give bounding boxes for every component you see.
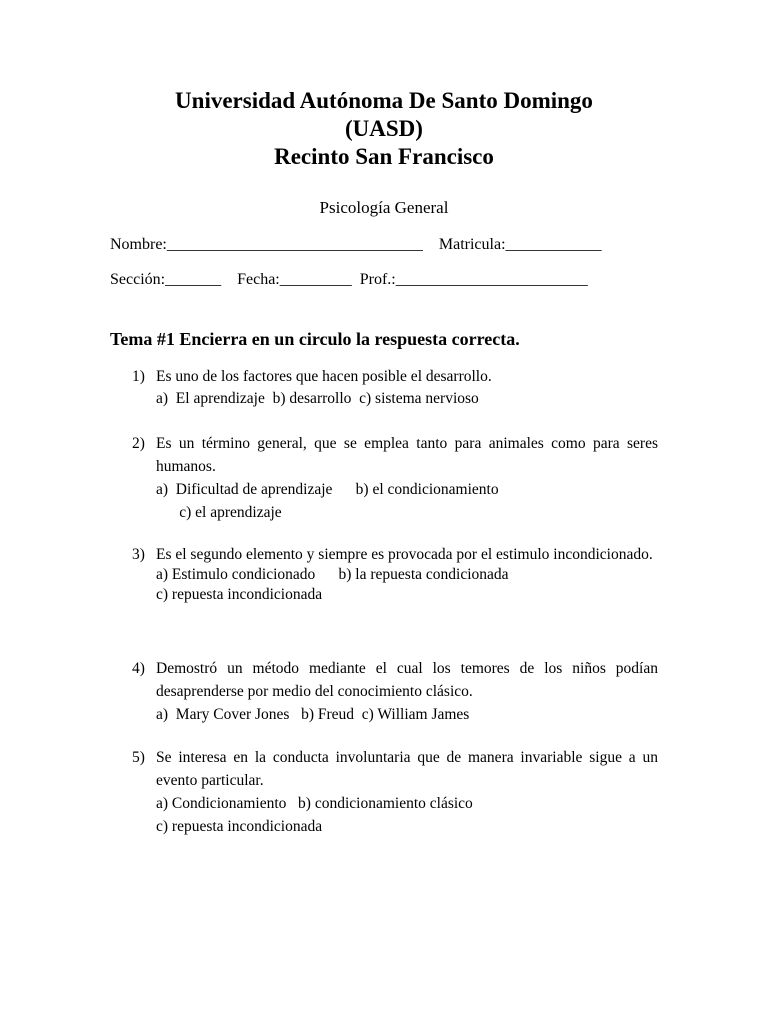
question-options: c) repuesta incondicionada	[156, 818, 323, 835]
question-options: a) Mary Cover Jones b) Freud c) William James	[156, 706, 470, 723]
question-number: 4)	[132, 660, 145, 677]
section-heading: Tema #1 Encierra en un circulo la respuesta correcta.	[110, 329, 520, 349]
question-text: Es uno de los factores que hacen posible el desarrollo.	[156, 368, 492, 385]
question-text: Es el segundo elemento y siempre es provocada por el estimulo incondicionado.	[156, 546, 653, 563]
question-4	[132, 657, 658, 726]
question-2	[132, 432, 658, 524]
campus-name: Recinto San Francisco	[274, 144, 494, 169]
university-acronym: (UASD)	[345, 116, 423, 141]
question-number: 3)	[132, 546, 145, 563]
university-name: Universidad Autónoma De Santo Domingo	[175, 88, 593, 113]
question-text: Se interesa en la conducta involuntaria que de manera invariable sigue a un evento particular.	[156, 749, 658, 789]
question-5	[132, 746, 658, 838]
question-options: a) El aprendizaje b) desarrollo c) sistema nervioso	[156, 390, 479, 407]
section-date-prof-line: Sección:_______ Fecha:_________ Prof.:________________________	[110, 271, 588, 288]
question-options: a) Dificultad de aprendizaje b) el condicionamiento	[156, 481, 499, 498]
question-1	[132, 366, 658, 410]
question-options: c) el aprendizaje	[156, 504, 282, 521]
question-options: a) Condicionamiento b) condicionamiento clásico	[156, 795, 473, 812]
subject-title: Psicología General	[319, 198, 449, 217]
name-matricula-line: Nombre:________________________________ Matricula:____________	[110, 236, 602, 253]
question-number: 1)	[132, 368, 145, 385]
question-text: Es un término general, que se emplea tanto para animales como para seres humanos.	[156, 435, 658, 475]
question-number: 2)	[132, 435, 145, 452]
question-number: 5)	[132, 749, 145, 766]
document-header	[0, 87, 768, 171]
question-options: c) repuesta incondicionada	[156, 586, 323, 603]
question-text: Demostró un método mediante el cual los temores de los niños podían desaprenderse por medio del conocimiento clásico.	[156, 660, 658, 700]
question-3	[132, 545, 658, 605]
question-options: a) Estimulo condicionado b) la repuesta condicionada	[156, 566, 509, 583]
